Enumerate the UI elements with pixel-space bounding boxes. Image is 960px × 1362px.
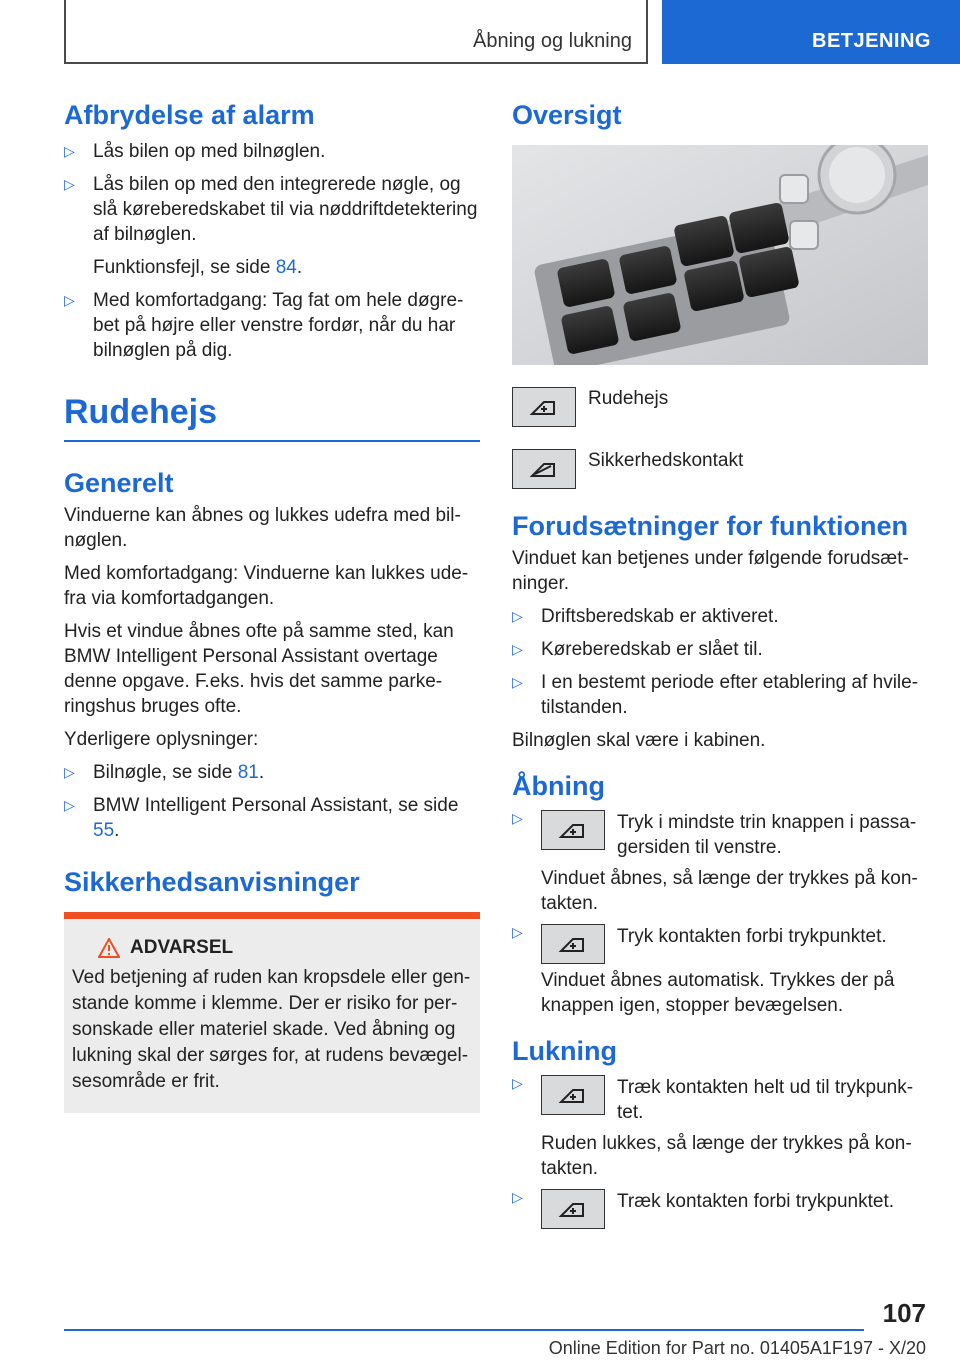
forud-heading: Forudsætninger for funktionen	[512, 511, 908, 541]
lukning-heading: Lukning	[512, 1036, 617, 1066]
bullet-triangle-icon: ▷	[512, 1189, 523, 1205]
right-column	[512, 100, 928, 1233]
list-item: ▷ Træk kontakten helt ud til trykpunk-tet.	[512, 1075, 914, 1123]
warning-text: Ved betjening af ruden kan kropsdele eller gen-stande komme i klemme. Der er risiko for per-sonskade eller materiel skade. Ved åbning og lukning skal der sørges for, at rudens bevægel-sesområde er frit.	[72, 967, 471, 1092]
paragraph: Yderligere oplysninger:	[64, 729, 259, 750]
list-item: ▷ I en bestemt periode efter etablering af hvile-tilstanden.	[512, 672, 919, 718]
page-link-84[interactable]: 84	[275, 257, 297, 278]
rudehejs-heading: Rudehejs	[64, 393, 480, 442]
paragraph: Vinduet kan betjenes under følgende forudsæt-ninger.	[512, 548, 909, 594]
oversigt-heading: Oversigt	[512, 100, 622, 130]
page-link-81[interactable]: 81	[237, 762, 259, 783]
paragraph: Bilnøglen skal være i kabinen.	[512, 730, 766, 751]
bullet-triangle-icon: ▷	[512, 1075, 523, 1091]
section-title: BETJENING	[812, 30, 931, 52]
footer-edition: Online Edition for Part no. 01405A1F197 - X/20	[548, 1338, 926, 1358]
bullet-triangle-icon: ▷	[64, 292, 75, 308]
bullet-triangle-icon: ▷	[512, 608, 523, 624]
list-item: ▷ Lås bilen op med den integrerede nøgle, og slå køreberedskabet til via nøddriftdetektering af bilnøglen.	[64, 174, 478, 245]
legend-label: Sikkerhedskontakt	[588, 450, 744, 471]
warning-triangle-icon	[98, 938, 120, 958]
legend-label: Rudehejs	[588, 388, 669, 409]
paragraph: Hvis et vindue åbnes ofte på samme sted, kan BMW Intelligent Personal Assistant overtage denne opgave. F.eks. hvis det samme parke-ringshus bruges ofte.	[64, 621, 454, 717]
list-subtext: Ruden lukkes, så længe der trykkes på kon-takten.	[541, 1133, 912, 1179]
list-item: ▷ BMW Intelligent Personal Assistant, se side 55.	[64, 795, 459, 841]
window-switch-icon	[541, 924, 605, 964]
generelt-heading: Generelt	[64, 468, 174, 498]
legend-row	[512, 449, 928, 489]
list-item: ▷ Med komfortadgang: Tag fat om hele døgre-bet på højre eller venstre fordør, når du har bilnøglen på dig.	[64, 290, 464, 361]
list-item: ▷ Lås bilen op med bilnøglen.	[64, 141, 326, 162]
list-subtext: Vinduet åbnes, så længe der trykkes på kon-takten.	[541, 868, 918, 914]
list-subtext: Funktionsfejl, se side 84.	[93, 257, 303, 278]
left-column	[64, 100, 480, 1113]
bullet-triangle-icon: ▷	[512, 674, 523, 690]
window-switch-icon	[512, 387, 576, 427]
list-item: ▷ Driftsberedskab er aktiveret.	[512, 606, 779, 627]
list-item: ▷ Tryk kontakten forbi trykpunktet.	[512, 924, 928, 962]
page-link-55[interactable]: 55	[93, 820, 115, 841]
bullet-triangle-icon: ▷	[64, 797, 75, 813]
bullet-triangle-icon: ▷	[512, 641, 523, 657]
page-number: 107	[882, 1298, 926, 1328]
bullet-triangle-icon: ▷	[512, 924, 523, 940]
warning-title: ADVARSEL	[130, 937, 234, 958]
list-item: ▷ Træk kontakten forbi trykpunktet.	[512, 1189, 928, 1227]
window-switch-icon	[541, 1075, 605, 1115]
sikkerhed-heading: Sikkerhedsanvisninger	[64, 867, 360, 897]
window-switch-icon	[541, 810, 605, 850]
paragraph: Med komfortadgang: Vinduerne kan lukkes ude-fra via komfortadgangen.	[64, 563, 469, 609]
list-item: ▷ Bilnøgle, se side 81.	[64, 762, 265, 783]
list-item: ▷ Køreberedskab er slået til.	[512, 639, 763, 660]
aabning-heading: Åbning	[512, 771, 605, 801]
bullet-triangle-icon: ▷	[64, 143, 75, 159]
window-switch-icon	[541, 1189, 605, 1229]
footer-divider	[64, 1329, 864, 1331]
bullet-triangle-icon: ▷	[64, 764, 75, 780]
window-switch-photo	[512, 145, 928, 365]
safety-switch-icon	[512, 449, 576, 489]
bullet-triangle-icon: ▷	[64, 176, 75, 192]
header-chapter-box	[64, 0, 648, 64]
warning-box	[64, 912, 480, 1113]
header-section-box	[662, 0, 960, 64]
legend-row	[512, 387, 928, 427]
bullet-triangle-icon: ▷	[512, 810, 523, 826]
list-subtext: Vinduet åbnes automatisk. Trykkes der på knappen igen, stopper bevægelsen.	[541, 970, 895, 1016]
paragraph: Vinduerne kan åbnes og lukkes udefra med bil-nøglen.	[64, 505, 461, 551]
chapter-title: Åbning og lukning	[472, 30, 632, 52]
alarm-heading: Afbrydelse af alarm	[64, 100, 315, 130]
list-item: ▷ Tryk i mindste trin knappen i passa-gersiden til venstre.	[512, 810, 917, 858]
